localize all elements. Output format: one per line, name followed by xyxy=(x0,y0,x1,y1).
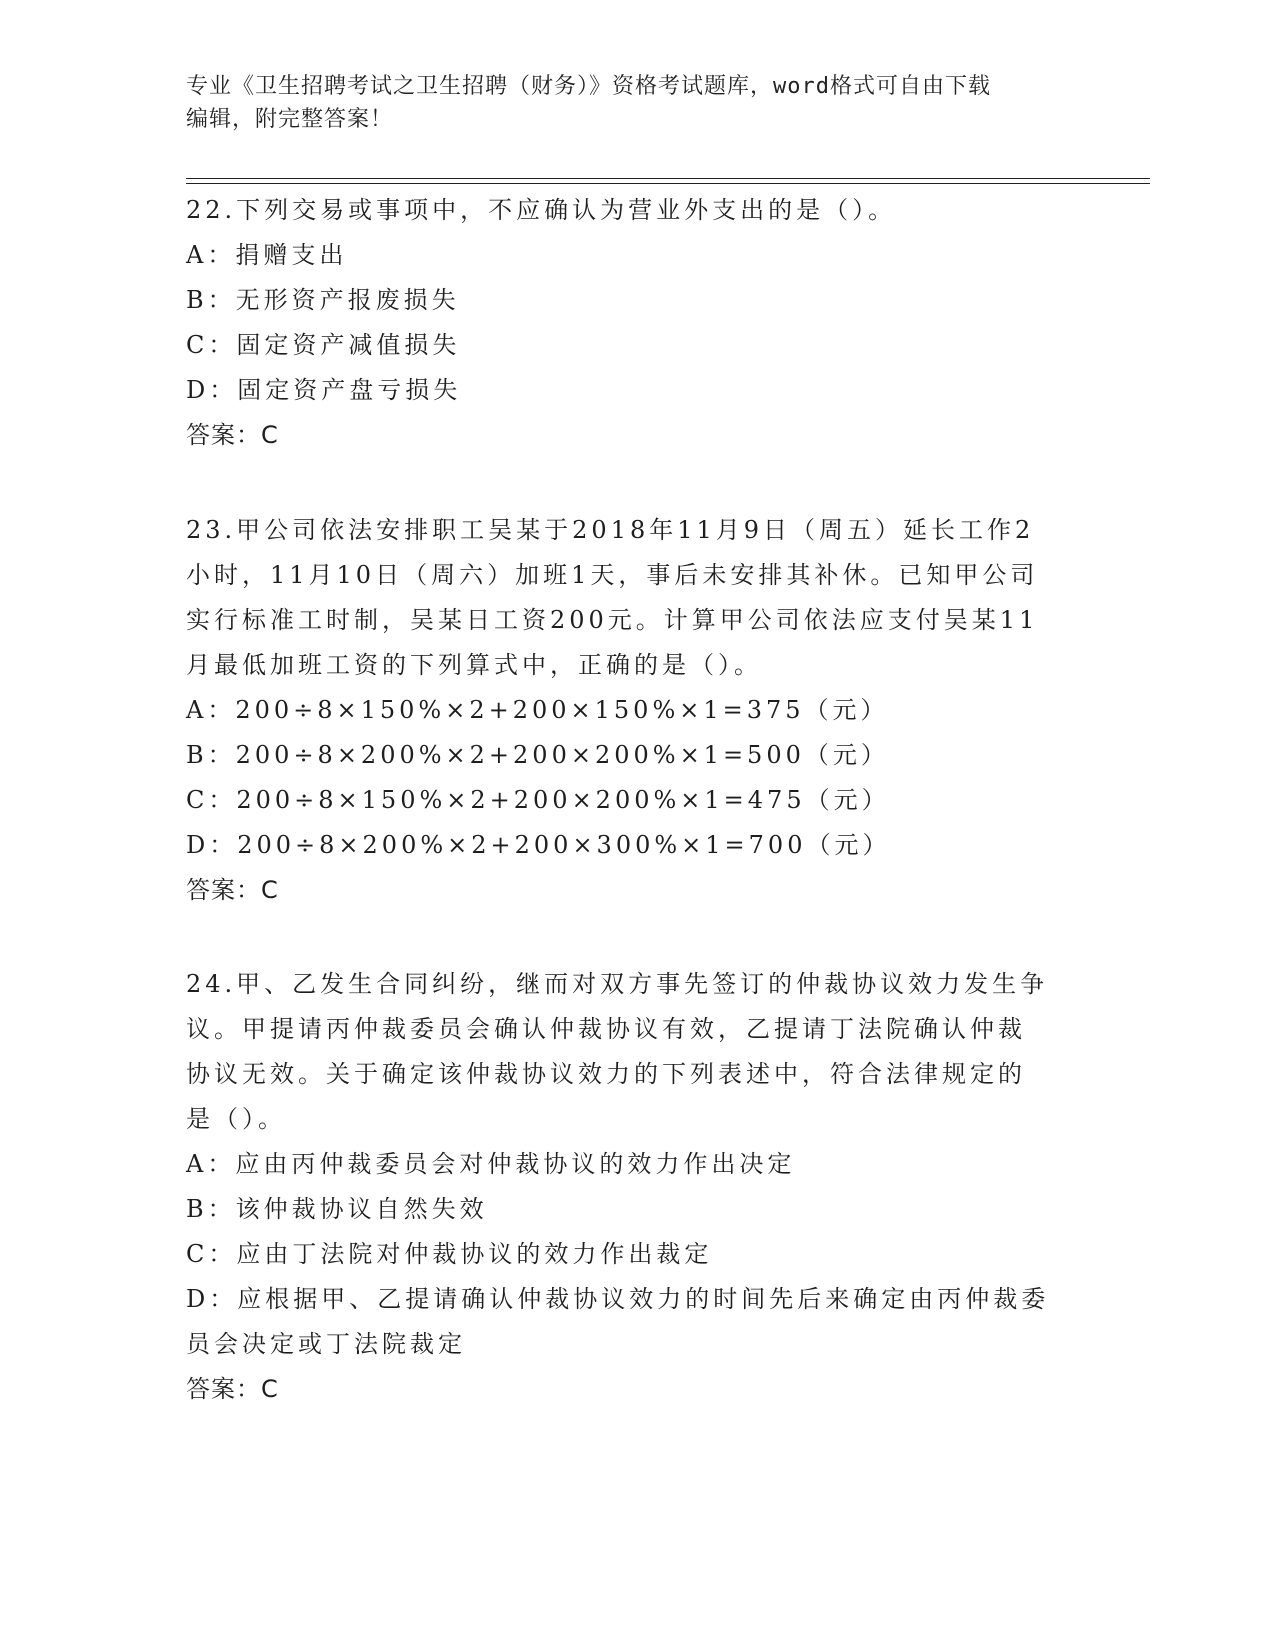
option-a: A：应由丙仲裁委员会对仲裁协议的效力作出决定 xyxy=(186,1150,796,1178)
answer: 答案：C xyxy=(186,876,279,904)
answer: 答案：C xyxy=(186,1375,279,1403)
question-stem-line: 议。甲提请丙仲裁委员会确认仲裁协议有效，乙提请丁法院确认仲裁 xyxy=(186,1015,1026,1043)
header-line-1: 专业《卫生招聘考试之卫生招聘（财务）》资格考试题库，word格式可自由下载 xyxy=(186,74,991,99)
header-divider-bottom xyxy=(186,183,1150,184)
answer: 答案：C xyxy=(186,421,279,449)
option-d-continuation: 员会决定或丁法院裁定 xyxy=(186,1330,466,1358)
document-header xyxy=(186,70,1066,136)
option-c: C：200÷8×150%×2+200×200%×1=475（元） xyxy=(186,786,890,814)
question-22 xyxy=(186,188,1086,458)
option-b: B：该仲裁协议自然失效 xyxy=(186,1195,488,1223)
header-line-2: 编辑，附完整答案！ xyxy=(186,107,394,132)
question-stem-line: 实行标准工时制，吴某日工资200元。计算甲公司依法应支付吴某11 xyxy=(186,606,1039,634)
option-d: D：200÷8×200%×2+200×300%×1=700（元） xyxy=(186,831,891,859)
option-d: D：应根据甲、乙提请确认仲裁协议效力的时间先后来确定由丙仲裁委 xyxy=(186,1285,1050,1313)
option-c: C：固定资产减值损失 xyxy=(186,331,461,359)
question-stem-line: 月最低加班工资的下列算式中，正确的是（）。 xyxy=(186,651,762,679)
question-stem-line: 是（）。 xyxy=(186,1105,286,1133)
option-a: A：200÷8×150%×2+200×150%×1=375（元） xyxy=(186,696,889,724)
option-a: A：捐赠支出 xyxy=(186,241,348,269)
question-stem-line: 24.甲、乙发生合同纠纷，继而对双方事先签订的仲裁协议效力发生争 xyxy=(186,970,1049,998)
question-stem: 22.下列交易或事项中，不应确认为营业外支出的是（）。 xyxy=(186,196,897,224)
option-b: B：无形资产报废损失 xyxy=(186,286,460,314)
question-23 xyxy=(186,508,1086,913)
question-stem-line: 协议无效。关于确定该仲裁协议效力的下列表述中，符合法律规定的 xyxy=(186,1060,1026,1088)
question-24 xyxy=(186,962,1086,1412)
header-divider-top xyxy=(186,178,1150,179)
option-b: B：200÷8×200%×2+200×200%×1=500（元） xyxy=(186,741,889,769)
option-d: D：固定资产盘亏损失 xyxy=(186,376,462,404)
question-stem-line: 23.甲公司依法安排职工吴某于2018年11月9日（周五）延长工作2 xyxy=(186,516,1035,544)
question-stem-line: 小时，11月10日（周六）加班1天，事后未安排其补休。已知甲公司 xyxy=(186,561,1039,589)
option-c: C：应由丁法院对仲裁协议的效力作出裁定 xyxy=(186,1240,713,1268)
